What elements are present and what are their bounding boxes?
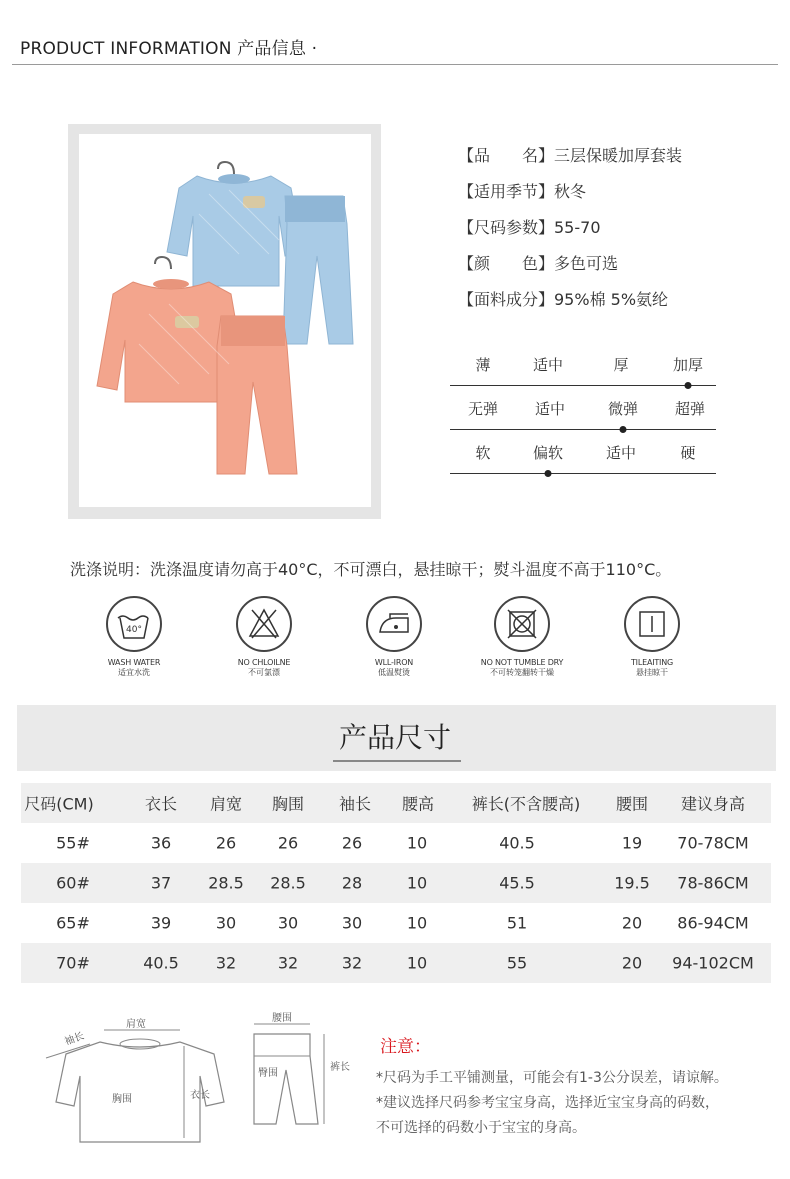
table-cell: 78-86CM [677, 873, 749, 893]
table-cell: 30 [341, 913, 363, 933]
table-row [21, 823, 771, 863]
care-item [452, 596, 592, 678]
scale-label: 软 [475, 444, 491, 462]
line-dry-icon [624, 596, 680, 652]
table-cell: 20 [621, 953, 643, 973]
table-cell: 10 [406, 873, 428, 893]
table-row [21, 903, 771, 943]
sleeve-length-label: 袖长 [63, 1030, 86, 1048]
scale-marker [685, 382, 692, 389]
washing-instructions: 洗涤说明：洗涤温度请勿高于40°C，不可漂白，悬挂晾干；熨斗温度不高于110°C。 [70, 560, 672, 579]
care-cn-label: 悬挂晾干 [636, 668, 668, 677]
hip-label: 臀围 [258, 1068, 278, 1079]
table-cell: 30 [277, 913, 299, 933]
table-cell: 37 [150, 873, 172, 893]
low-iron-icon [366, 596, 422, 652]
spec-material: 【面料成分】95%棉 5%氨纶 [458, 290, 669, 309]
table-cell: 51 [506, 913, 528, 933]
clothing-set-illustration [79, 134, 371, 507]
notice-line: *尺码为手工平铺测量，可能会有1-3公分误差，请谅解。 [376, 1070, 728, 1086]
table-cell: 19.5 [614, 873, 650, 893]
table-header-cell: 裤长(不含腰高) [471, 794, 581, 814]
page-header-title: PRODUCT INFORMATION 产品信息 · [20, 39, 318, 59]
table-cell: 10 [406, 913, 428, 933]
scale-label: 硬 [680, 444, 696, 462]
pants-length-label: 裤长 [330, 1062, 350, 1073]
wash-temperature-label: 40° [126, 625, 142, 635]
table-cell: 32 [277, 953, 299, 973]
table-header-cell: 袖长 [338, 794, 372, 814]
no-bleach-icon [236, 596, 292, 652]
table-cell: 70# [56, 953, 90, 973]
care-cn-label: 不可氯漂 [248, 668, 280, 677]
notice-title: 注意： [380, 1037, 431, 1057]
spec-name: 【品 名】三层保暖加厚套装 [458, 146, 683, 165]
table-cell: 32 [215, 953, 237, 973]
shoulder-width-label: 肩宽 [126, 1019, 146, 1030]
care-cn-label: 不可转笼翻转干燥 [490, 668, 554, 677]
table-cell: 55# [56, 833, 90, 853]
care-item [582, 596, 722, 678]
table-cell: 19 [621, 833, 643, 853]
size-table [21, 783, 771, 983]
table-cell: 20 [621, 913, 643, 933]
scale-label: 加厚 [672, 356, 704, 374]
elasticity-scale [450, 398, 716, 442]
softness-scale [450, 442, 716, 486]
care-en-label: WASH WATER [107, 658, 161, 667]
scale-label: 适中 [605, 444, 637, 462]
scale-label: 偏软 [532, 444, 564, 462]
table-cell: 26 [215, 833, 237, 853]
table-header-cell: 建议身高 [680, 794, 746, 814]
scale-label: 适中 [534, 400, 566, 418]
table-row [21, 863, 771, 903]
table-header-cell: 腰围 [615, 794, 649, 814]
spec-size: 【尺码参数】55-70 [458, 218, 601, 237]
table-cell: 36 [150, 833, 172, 853]
scale-line [450, 385, 716, 386]
measurement-diagram [40, 1012, 360, 1147]
table-cell: 70-78CM [677, 833, 749, 853]
table-cell: 30 [215, 913, 237, 933]
table-cell: 86-94CM [677, 913, 749, 933]
care-item [194, 596, 334, 678]
table-cell: 10 [406, 833, 428, 853]
table-cell: 28.5 [270, 873, 306, 893]
wash-40-icon [106, 596, 162, 652]
scale-marker [545, 470, 552, 477]
table-header-cell: 胸围 [271, 794, 305, 814]
notice-line: *建议选择尺码参考宝宝身高，选择近宝宝身高的码数， [376, 1095, 719, 1111]
table-header-cell: 腰高 [401, 794, 435, 814]
table-cell: 26 [341, 833, 363, 853]
scale-label: 适中 [532, 356, 564, 374]
table-header-cell: 衣长 [144, 794, 178, 814]
table-header-row [21, 783, 771, 823]
care-cn-label: 低温熨烫 [378, 668, 410, 677]
chest-label: 胸围 [112, 1094, 132, 1105]
table-cell: 26 [277, 833, 299, 853]
table-cell: 39 [150, 913, 172, 933]
scale-label: 超弹 [674, 400, 706, 418]
table-cell: 28.5 [208, 873, 244, 893]
care-en-label: WLL-IRON [374, 658, 414, 667]
care-item [64, 596, 204, 678]
care-cn-label: 适宜水洗 [118, 668, 150, 677]
table-cell: 55 [506, 953, 528, 973]
table-cell: 40.5 [499, 833, 535, 853]
table-cell: 32 [341, 953, 363, 973]
spec-season: 【适用季节】秋冬 [458, 182, 587, 201]
size-section-title: 产品尺寸 [338, 721, 451, 754]
scale-label: 无弹 [467, 400, 499, 418]
table-cell: 60# [56, 873, 90, 893]
table-cell: 45.5 [499, 873, 535, 893]
table-header-cell: 肩宽 [209, 794, 243, 814]
size-title-underline [333, 760, 461, 762]
table-cell: 10 [406, 953, 428, 973]
care-en-label: TILEAITING [630, 658, 674, 667]
thickness-scale [450, 354, 716, 398]
waist-label: 腰围 [272, 1013, 292, 1024]
table-header-cell: 尺码(CM) [24, 794, 94, 814]
scale-marker [620, 426, 627, 433]
scale-label: 薄 [475, 356, 491, 374]
scale-line [450, 429, 716, 430]
notice-line: 不可选择的码数小于宝宝的身高。 [376, 1120, 586, 1136]
table-cell: 94-102CM [672, 953, 754, 973]
scale-label: 微弹 [607, 400, 639, 418]
product-photo [79, 134, 371, 507]
table-cell: 65# [56, 913, 90, 933]
spec-color: 【颜 色】多色可选 [458, 254, 619, 273]
scale-line [450, 473, 716, 474]
table-row [21, 943, 771, 983]
care-item [324, 596, 464, 678]
header-divider [12, 64, 778, 65]
no-tumble-dry-icon [494, 596, 550, 652]
table-cell: 40.5 [143, 953, 179, 973]
scale-label: 厚 [613, 356, 629, 374]
top-length-label: 衣长 [190, 1090, 210, 1101]
care-en-label: NO NOT TUMBLE DRY [480, 658, 564, 667]
table-cell: 28 [341, 873, 363, 893]
care-en-label: NO CHLOILNE [237, 658, 291, 667]
